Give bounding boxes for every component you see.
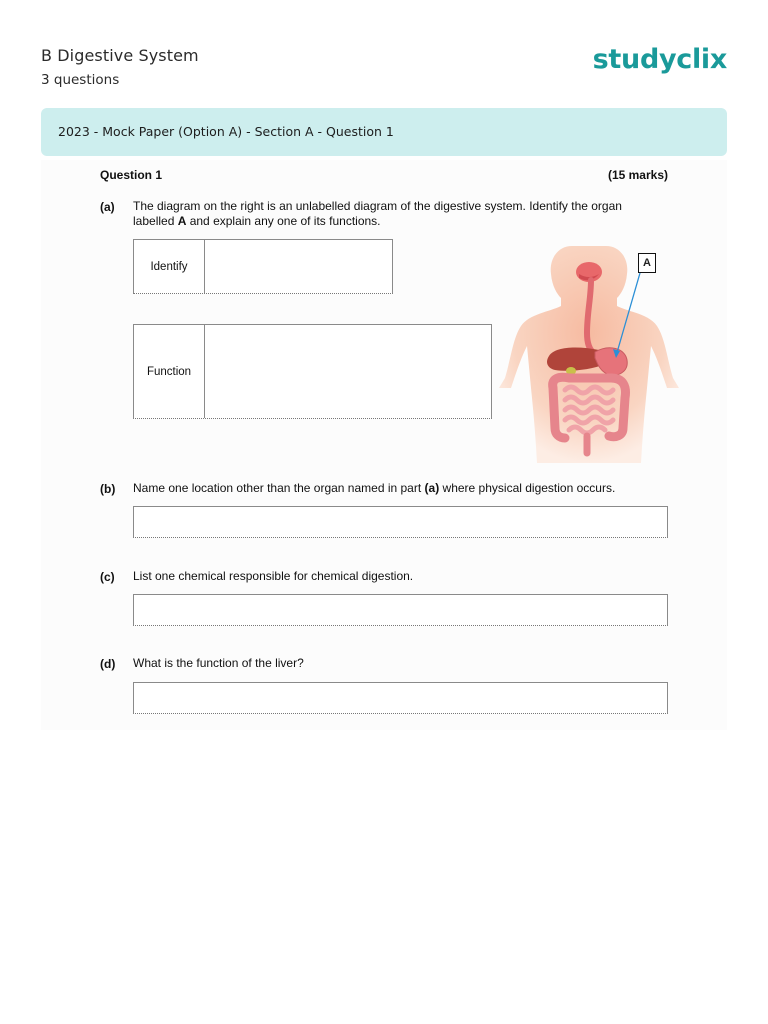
part-c-answer-box[interactable] — [133, 594, 668, 626]
question-banner — [41, 108, 727, 156]
part-a-text-line2-pre: labelled — [133, 214, 178, 228]
part-d-answer-box[interactable] — [133, 682, 668, 714]
part-a-label: (a) — [100, 200, 115, 214]
header-subtitle: 3 questions — [41, 72, 120, 88]
part-c-label: (c) — [100, 570, 115, 584]
exam-paper — [41, 160, 727, 730]
part-d-label: (d) — [100, 657, 116, 671]
function-answer-box[interactable] — [133, 324, 492, 419]
part-b-label: (b) — [100, 482, 116, 496]
part-b-text-bold: (a) — [424, 481, 440, 495]
banner-text: 2023 - Mock Paper (Option A) - Section A - Question 1 — [58, 124, 394, 139]
part-a-text — [133, 199, 673, 229]
header-title: B Digestive System — [41, 46, 199, 65]
part-b-text-pre: Name one location other than the organ named in part — [133, 481, 425, 495]
part-d-text: What is the function of the liver? — [133, 656, 304, 670]
part-b-text — [133, 481, 673, 496]
question-marks: (15 marks) — [607, 168, 668, 182]
identify-answer-box[interactable] — [133, 239, 393, 294]
studyclix-logo[interactable]: studyclix — [592, 44, 727, 75]
part-b-answer-box[interactable] — [133, 506, 668, 538]
part-a-text-line2 — [133, 214, 673, 229]
part-a-text-line1: The diagram on the right is an unlabelled diagram of the digestive system. Identify the organ — [133, 199, 622, 213]
part-a-text-line2-post: and explain any one of its functions. — [186, 214, 381, 228]
function-label: Function — [134, 325, 205, 418]
identify-label: Identify — [134, 240, 205, 293]
part-c-text: List one chemical responsible for chemical digestion. — [133, 569, 414, 583]
part-a-text-line2-bold: A — [177, 214, 187, 228]
diagram-label-a: A — [638, 253, 656, 273]
question-title: Question 1 — [100, 168, 163, 182]
part-b-text-post: where physical digestion occurs. — [439, 481, 616, 495]
